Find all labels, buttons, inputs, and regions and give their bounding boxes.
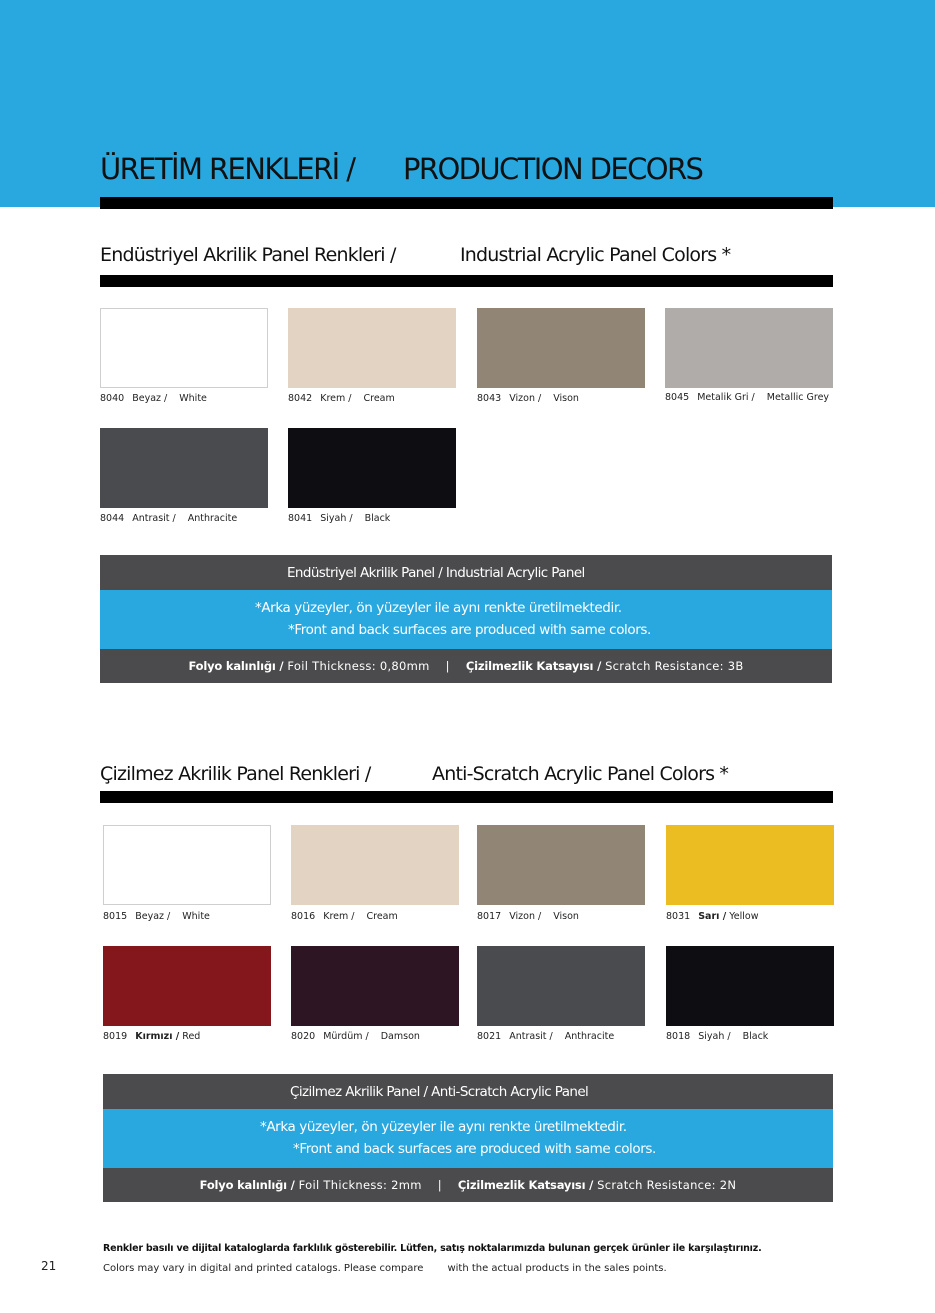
scratch-value: 2N: [719, 1178, 737, 1192]
section-title-tr: Endüstriyel Akrilik Panel Renkleri /: [100, 244, 396, 266]
foil-value: 2mm: [391, 1178, 422, 1192]
swatch-code: 8042: [288, 393, 313, 404]
swatch-name-en: Red: [182, 1031, 201, 1042]
swatch-code: 8015: [103, 911, 128, 922]
swatch-caption: [100, 393, 207, 404]
swatch-name-en: White: [182, 911, 210, 922]
swatch-name-tr: Sarı /: [698, 911, 727, 922]
swatch-name-tr: Vizon /: [509, 393, 542, 404]
info-box-note: [103, 1109, 833, 1168]
swatch-caption: [291, 911, 398, 922]
swatch-caption: [477, 393, 579, 404]
foil-label-tr: Folyo kalınlığı /: [199, 1178, 295, 1192]
color-swatch-8041: [288, 428, 456, 508]
info-box-industrial: [100, 555, 832, 683]
spec-separator: |: [437, 1178, 442, 1192]
swatch-name-tr: Kırmızı /: [135, 1031, 180, 1042]
note-tr: *Arka yüzeyler, ön yüzeyler ile aynı renkte üretilmektedir.: [260, 1119, 627, 1135]
swatch-name-en: Vison: [553, 393, 579, 404]
swatch-name-en: Black: [742, 1031, 769, 1042]
color-swatch-8019: [103, 946, 271, 1026]
swatch-name-en: White: [179, 393, 207, 404]
swatch-code: 8016: [291, 911, 316, 922]
swatch-caption: [291, 1031, 420, 1042]
info-box-anti-scratch: [103, 1074, 833, 1202]
disclaimer-en-part2: with the actual products in the sales points.: [447, 1263, 667, 1274]
info-box-specs: [100, 649, 832, 683]
page-title-en: PRODUCTION DECORS: [403, 152, 703, 186]
disclaimer-en: [103, 1263, 667, 1274]
scratch-label-en: Scratch Resistance:: [605, 659, 724, 673]
swatch-name-tr: Krem /: [323, 911, 355, 922]
color-swatch-8042: [288, 308, 456, 388]
section-divider: [100, 791, 833, 803]
page-title-tr: ÜRETİM RENKLERİ /: [100, 152, 355, 186]
swatch-name-tr: Beyaz /: [135, 911, 171, 922]
swatch-name-en: Cream: [366, 911, 398, 922]
foil-label-en: Foil Thickness:: [287, 659, 376, 673]
note-en: *Front and back surfaces are produced with same colors.: [293, 1141, 656, 1157]
section-divider: [100, 275, 833, 287]
foil-label-en: Foil Thickness:: [298, 1178, 388, 1192]
swatch-code: 8020: [291, 1031, 316, 1042]
swatch-name-tr: Siyah /: [698, 1031, 731, 1042]
color-swatch-8031: [666, 825, 834, 905]
foil-value: 0,80mm: [379, 659, 430, 673]
color-swatch-8021: [477, 946, 645, 1026]
color-swatch-8043: [477, 308, 645, 388]
swatch-name-en: Anthracite: [187, 513, 238, 524]
color-swatch-8016: [291, 825, 459, 905]
info-box-note: [100, 590, 832, 649]
color-swatch-8045: [665, 308, 833, 388]
swatch-name-en: Anthracite: [564, 1031, 615, 1042]
info-box-heading: Çizilmez Akrilik Panel / Anti-Scratch Acrylic Panel: [103, 1074, 833, 1109]
swatch-code: 8031: [666, 911, 691, 922]
swatch-code: 8045: [665, 392, 690, 403]
swatch-code: 8021: [477, 1031, 502, 1042]
swatch-code: 8044: [100, 513, 125, 524]
swatch-caption: [666, 911, 758, 922]
section-title-en: Industrial Acrylic Panel Colors *: [460, 244, 731, 266]
swatch-name-tr: Mürdüm /: [323, 1031, 369, 1042]
color-swatch-8015: [103, 825, 271, 905]
swatch-name-tr: Beyaz /: [132, 393, 168, 404]
info-box-heading: Endüstriyel Akrilik Panel / Industrial Acrylic Panel: [100, 555, 832, 590]
section-title-tr: Çizilmez Akrilik Panel Renkleri /: [100, 763, 371, 785]
swatch-name-en: Yellow: [729, 911, 759, 922]
swatch-name-tr: Vizon /: [509, 911, 542, 922]
scratch-label-tr: Çizilmezlik Katsayısı /: [465, 659, 602, 673]
swatch-caption: [103, 1031, 200, 1042]
swatch-name-en: Black: [364, 513, 391, 524]
color-swatch-8020: [291, 946, 459, 1026]
swatch-name-tr: Siyah /: [320, 513, 353, 524]
page-number: 21: [41, 1259, 57, 1273]
swatch-code: 8019: [103, 1031, 128, 1042]
swatch-name-en: Vison: [553, 911, 579, 922]
color-swatch-8018: [666, 946, 834, 1026]
swatch-name-tr: Metalik Gri /: [697, 392, 755, 403]
title-underline: [100, 197, 833, 209]
disclaimer-en-part1: Colors may vary in digital and printed catalogs. Please compare: [103, 1263, 424, 1274]
swatch-name-tr: Antrasit /: [132, 513, 176, 524]
swatch-caption: [665, 392, 829, 403]
swatch-code: 8041: [288, 513, 313, 524]
color-swatch-8017: [477, 825, 645, 905]
swatch-caption: [288, 513, 390, 524]
swatch-caption: [477, 1031, 614, 1042]
swatch-caption: [103, 911, 210, 922]
scratch-label-tr: Çizilmezlik Katsayısı /: [457, 1178, 594, 1192]
swatch-caption: [100, 513, 237, 524]
swatch-name-tr: Antrasit /: [509, 1031, 553, 1042]
color-swatch-8040: [100, 308, 268, 388]
section-title-en: Anti-Scratch Acrylic Panel Colors *: [432, 763, 729, 785]
swatch-caption: [666, 1031, 768, 1042]
swatch-name-en: Metallic Grey: [766, 392, 830, 403]
color-swatch-8044: [100, 428, 268, 508]
swatch-code: 8017: [477, 911, 502, 922]
note-en: *Front and back surfaces are produced with same colors.: [288, 622, 651, 638]
swatch-code: 8040: [100, 393, 125, 404]
swatch-name-en: Damson: [380, 1031, 420, 1042]
info-box-specs: [103, 1168, 833, 1202]
swatch-code: 8018: [666, 1031, 691, 1042]
swatch-code: 8043: [477, 393, 502, 404]
swatch-name-en: Cream: [363, 393, 395, 404]
note-tr: *Arka yüzeyler, ön yüzeyler ile aynı renkte üretilmektedir.: [255, 600, 622, 616]
spec-separator: |: [445, 659, 450, 673]
disclaimer-tr: Renkler basılı ve dijital kataloglarda farklılık gösterebilir. Lütfen, satış noktalarımızda bulunan gerçek ürünler ile karşılaştırınız.: [103, 1243, 762, 1254]
swatch-caption: [288, 393, 395, 404]
swatch-caption: [477, 911, 579, 922]
foil-label-tr: Folyo kalınlığı /: [188, 659, 284, 673]
swatch-name-tr: Krem /: [320, 393, 352, 404]
scratch-label-en: Scratch Resistance:: [597, 1178, 716, 1192]
scratch-value: 3B: [727, 659, 744, 673]
